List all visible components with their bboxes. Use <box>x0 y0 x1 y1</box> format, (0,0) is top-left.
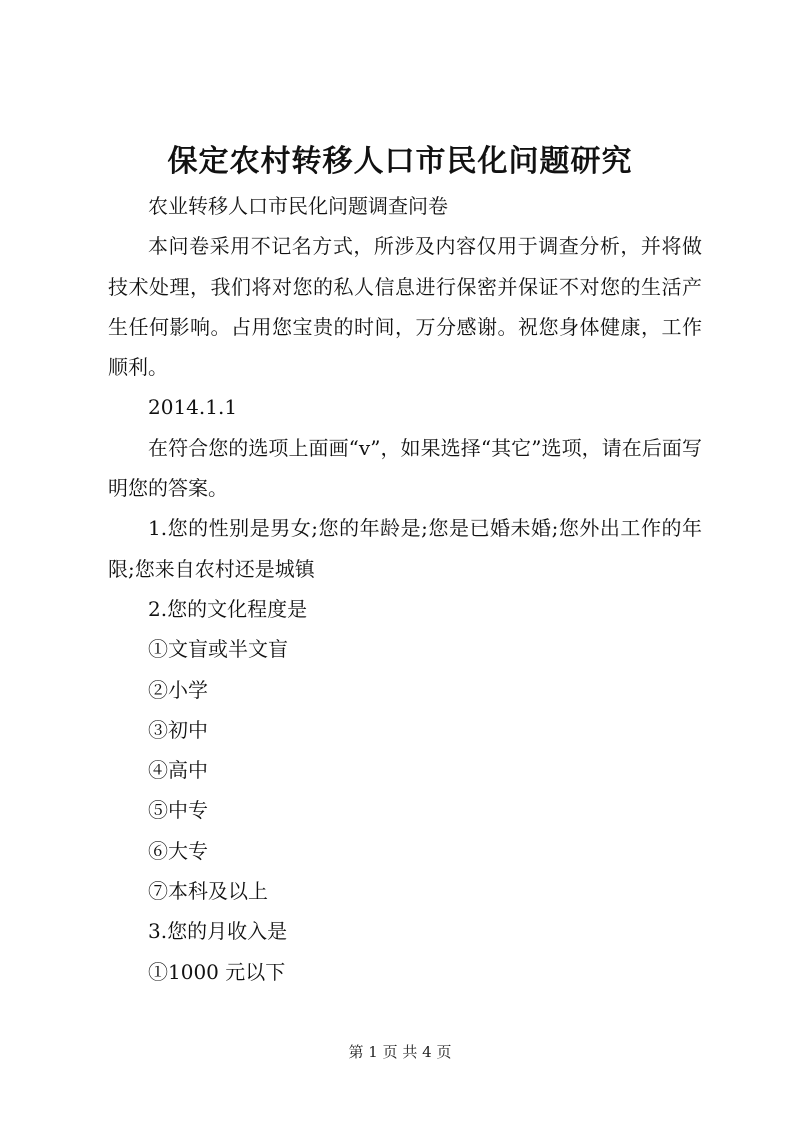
survey-instructions: 在符合您的选项上面画“v”，如果选择“其它”选项，请在后面写明您的答案。 <box>108 435 702 501</box>
question-2-option-5: ⑤中专 <box>148 798 208 823</box>
question-1: 1.您的性别是男女;您的年龄是;您是已婚未婚;您外出工作的年限;您来自农村还是城镇 <box>108 516 702 581</box>
question-3-option-1: ①1000 元以下 <box>148 959 286 984</box>
question-2-option-1: ①文盲或半文盲 <box>148 637 288 662</box>
question-2-option-2: ②小学 <box>148 677 208 702</box>
question-2-option-6: ⑥大专 <box>148 838 208 863</box>
document-body <box>108 186 702 992</box>
question-3: 3.您的月收入是 <box>148 919 288 944</box>
survey-intro-paragraph: 本问卷采用不记名方式，所涉及内容仅用于调查分析，并将做技术处理，我们将对您的私人信息进行保密并保证不对您的生活产生任何影响。占用您宝贵的时间，万分感谢。祝您身体健康，工作顺利。 <box>108 234 702 380</box>
page-number-footer: 第 1 页 共 4 页 <box>348 1043 452 1061</box>
survey-date: 2014.1.1 <box>148 395 238 420</box>
question-2-option-7: ⑦本科及以上 <box>148 879 268 904</box>
question-2-option-3: ③初中 <box>148 717 208 742</box>
survey-heading: 农业转移人口市民化问题调查问卷 <box>148 194 448 218</box>
document-title: 保定农村转移人口市民化问题研究 <box>167 144 633 179</box>
question-2-option-4: ④高中 <box>148 758 208 783</box>
question-2: 2.您的文化程度是 <box>148 596 308 621</box>
